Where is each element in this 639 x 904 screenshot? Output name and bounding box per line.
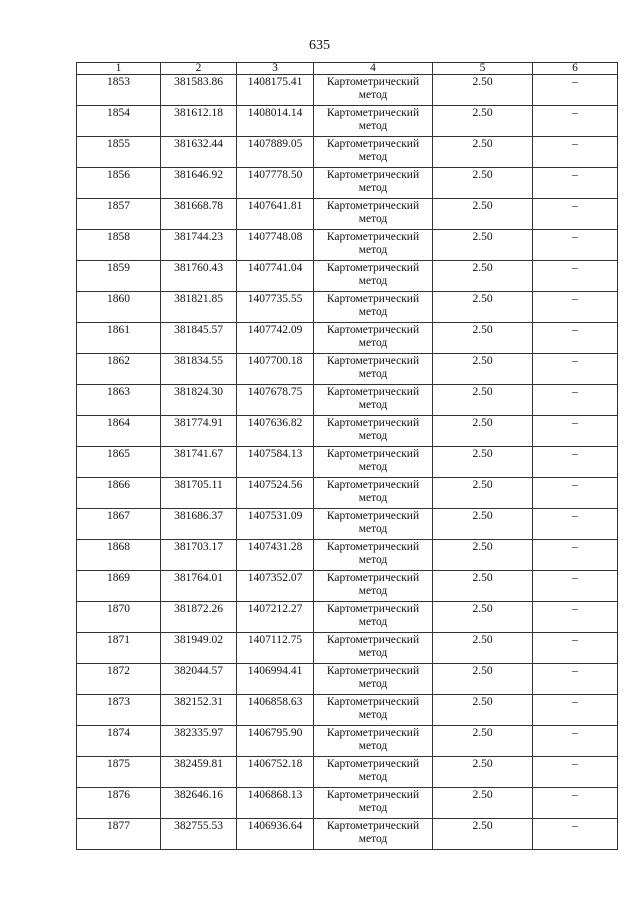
y-coordinate-cell: 1408014.14 [237,106,314,137]
point-number-cell: 1853 [77,75,161,106]
table-row [77,199,618,230]
method-cell [314,819,433,850]
method-cell [314,540,433,571]
method-line-1: Картометрический [326,76,420,88]
method-line-1: Картометрический [326,107,420,119]
point-number-cell: 1871 [77,633,161,664]
accuracy-cell: 2.50 [433,230,533,261]
point-number-cell: 1860 [77,292,161,323]
method-cell [314,323,433,354]
table-row [77,75,618,106]
point-number-cell: 1857 [77,199,161,230]
point-number-cell: 1873 [77,695,161,726]
note-cell: – [533,447,618,478]
method-cell [314,509,433,540]
column-header: 4 [314,63,433,75]
table-row [77,106,618,137]
x-coordinate-cell: 381741.67 [161,447,237,478]
y-coordinate-cell: 1407641.81 [237,199,314,230]
x-coordinate-cell: 382646.16 [161,788,237,819]
x-coordinate-cell: 382755.53 [161,819,237,850]
method-line-2: метод [358,461,388,473]
x-coordinate-cell: 381764.01 [161,571,237,602]
note-cell: – [533,664,618,695]
note-cell: – [533,199,618,230]
y-coordinate-cell: 1407778.50 [237,168,314,199]
method-line-1: Картометрический [326,200,420,212]
table-row [77,633,618,664]
table-row [77,137,618,168]
x-coordinate-cell: 382152.31 [161,695,237,726]
method-line-1: Картометрический [326,386,420,398]
point-number-cell: 1862 [77,354,161,385]
y-coordinate-cell: 1406936.64 [237,819,314,850]
point-number-cell: 1869 [77,571,161,602]
table-row [77,292,618,323]
x-coordinate-cell: 381612.18 [161,106,237,137]
method-line-1: Картометрический [326,231,420,243]
note-cell: – [533,602,618,633]
x-coordinate-cell: 381668.78 [161,199,237,230]
point-number-cell: 1874 [77,726,161,757]
y-coordinate-cell: 1407735.55 [237,292,314,323]
column-header: 1 [77,63,161,75]
method-cell [314,137,433,168]
method-cell [314,602,433,633]
method-line-2: метод [358,337,388,349]
accuracy-cell: 2.50 [433,757,533,788]
accuracy-cell: 2.50 [433,75,533,106]
x-coordinate-cell: 382335.97 [161,726,237,757]
point-number-cell: 1866 [77,478,161,509]
method-line-2: метод [358,430,388,442]
accuracy-cell: 2.50 [433,509,533,540]
column-header: 5 [433,63,533,75]
x-coordinate-cell: 381686.37 [161,509,237,540]
method-line-2: метод [358,585,388,597]
column-header: 6 [533,63,618,75]
method-cell [314,168,433,199]
method-line-1: Картометрический [326,448,420,460]
x-coordinate-cell: 382459.81 [161,757,237,788]
table-row [77,447,618,478]
y-coordinate-cell: 1407112.75 [237,633,314,664]
method-cell [314,726,433,757]
accuracy-cell: 2.50 [433,540,533,571]
y-coordinate-cell: 1406795.90 [237,726,314,757]
table-header-row [77,63,618,75]
point-number-cell: 1867 [77,509,161,540]
method-line-2: метод [358,275,388,287]
x-coordinate-cell: 381834.55 [161,354,237,385]
method-line-2: метод [358,306,388,318]
point-number-cell: 1855 [77,137,161,168]
table-row [77,695,618,726]
note-cell: – [533,106,618,137]
note-cell: – [533,571,618,602]
x-coordinate-cell: 381824.30 [161,385,237,416]
method-line-2: метод [358,89,388,101]
accuracy-cell: 2.50 [433,385,533,416]
note-cell: – [533,416,618,447]
point-number-cell: 1868 [77,540,161,571]
accuracy-cell: 2.50 [433,137,533,168]
table-body [77,63,618,850]
coordinates-table [76,62,618,850]
accuracy-cell: 2.50 [433,695,533,726]
method-line-1: Картометрический [326,696,420,708]
table-row [77,571,618,602]
note-cell: – [533,292,618,323]
method-line-2: метод [358,740,388,752]
method-line-1: Картометрический [326,634,420,646]
method-line-2: метод [358,523,388,535]
point-number-cell: 1875 [77,757,161,788]
accuracy-cell: 2.50 [433,199,533,230]
accuracy-cell: 2.50 [433,447,533,478]
accuracy-cell: 2.50 [433,106,533,137]
x-coordinate-cell: 381949.02 [161,633,237,664]
method-cell [314,757,433,788]
accuracy-cell: 2.50 [433,168,533,199]
accuracy-cell: 2.50 [433,354,533,385]
method-cell [314,385,433,416]
table-row [77,168,618,199]
table-row [77,354,618,385]
point-number-cell: 1877 [77,819,161,850]
method-cell [314,633,433,664]
method-cell [314,75,433,106]
method-cell [314,354,433,385]
accuracy-cell: 2.50 [433,323,533,354]
y-coordinate-cell: 1407531.09 [237,509,314,540]
method-line-2: метод [358,399,388,411]
note-cell: – [533,168,618,199]
x-coordinate-cell: 381583.86 [161,75,237,106]
note-cell: – [533,726,618,757]
table-row [77,261,618,292]
accuracy-cell: 2.50 [433,726,533,757]
table-row [77,602,618,633]
accuracy-cell: 2.50 [433,478,533,509]
column-header: 3 [237,63,314,75]
method-cell [314,478,433,509]
method-line-2: метод [358,213,388,225]
method-line-1: Картометрический [326,169,420,181]
method-line-1: Картометрический [326,262,420,274]
note-cell: – [533,819,618,850]
y-coordinate-cell: 1408175.41 [237,75,314,106]
table-row [77,788,618,819]
method-line-1: Картометрический [326,510,420,522]
y-coordinate-cell: 1406858.63 [237,695,314,726]
y-coordinate-cell: 1407212.27 [237,602,314,633]
y-coordinate-cell: 1407584.13 [237,447,314,478]
y-coordinate-cell: 1407352.07 [237,571,314,602]
y-coordinate-cell: 1407741.04 [237,261,314,292]
point-number-cell: 1858 [77,230,161,261]
point-number-cell: 1870 [77,602,161,633]
column-header: 2 [161,63,237,75]
y-coordinate-cell: 1406868.13 [237,788,314,819]
note-cell: – [533,540,618,571]
y-coordinate-cell: 1406752.18 [237,757,314,788]
y-coordinate-cell: 1407742.09 [237,323,314,354]
method-line-2: метод [358,368,388,380]
x-coordinate-cell: 381632.44 [161,137,237,168]
method-line-1: Картометрический [326,758,420,770]
method-cell [314,292,433,323]
note-cell: – [533,633,618,664]
method-line-1: Картометрический [326,789,420,801]
method-cell [314,106,433,137]
method-line-1: Картометрический [326,479,420,491]
method-line-1: Картометрический [326,727,420,739]
method-line-2: метод [358,492,388,504]
point-number-cell: 1872 [77,664,161,695]
method-line-1: Картометрический [326,820,420,832]
note-cell: – [533,509,618,540]
method-cell [314,571,433,602]
y-coordinate-cell: 1407678.75 [237,385,314,416]
point-number-cell: 1864 [77,416,161,447]
accuracy-cell: 2.50 [433,416,533,447]
table-row [77,819,618,850]
y-coordinate-cell: 1407748.08 [237,230,314,261]
accuracy-cell: 2.50 [433,664,533,695]
note-cell: – [533,788,618,819]
x-coordinate-cell: 381774.91 [161,416,237,447]
y-coordinate-cell: 1407700.18 [237,354,314,385]
method-line-2: метод [358,833,388,845]
accuracy-cell: 2.50 [433,633,533,664]
method-cell [314,447,433,478]
method-cell [314,416,433,447]
table-row [77,230,618,261]
table-row [77,385,618,416]
accuracy-cell: 2.50 [433,819,533,850]
table-row [77,509,618,540]
x-coordinate-cell: 381821.85 [161,292,237,323]
method-line-1: Картометрический [326,355,420,367]
accuracy-cell: 2.50 [433,788,533,819]
method-cell [314,664,433,695]
x-coordinate-cell: 381646.92 [161,168,237,199]
point-number-cell: 1863 [77,385,161,416]
table-row [77,323,618,354]
point-number-cell: 1861 [77,323,161,354]
table-row [77,726,618,757]
point-number-cell: 1854 [77,106,161,137]
x-coordinate-cell: 381705.11 [161,478,237,509]
x-coordinate-cell: 381845.57 [161,323,237,354]
x-coordinate-cell: 381872.26 [161,602,237,633]
method-line-1: Картометрический [326,324,420,336]
accuracy-cell: 2.50 [433,292,533,323]
y-coordinate-cell: 1407524.56 [237,478,314,509]
method-line-2: метод [358,244,388,256]
method-line-2: метод [358,120,388,132]
table-row [77,757,618,788]
method-line-1: Картометрический [326,665,420,677]
note-cell: – [533,695,618,726]
method-cell [314,695,433,726]
method-cell [314,788,433,819]
method-line-2: метод [358,182,388,194]
note-cell: – [533,478,618,509]
method-line-1: Картометрический [326,541,420,553]
point-number-cell: 1856 [77,168,161,199]
table-row [77,540,618,571]
method-line-1: Картометрический [326,138,420,150]
x-coordinate-cell: 381703.17 [161,540,237,571]
point-number-cell: 1876 [77,788,161,819]
accuracy-cell: 2.50 [433,261,533,292]
note-cell: – [533,230,618,261]
y-coordinate-cell: 1407889.05 [237,137,314,168]
method-cell [314,230,433,261]
note-cell: – [533,75,618,106]
y-coordinate-cell: 1407636.82 [237,416,314,447]
method-line-2: метод [358,151,388,163]
note-cell: – [533,757,618,788]
note-cell: – [533,137,618,168]
method-line-2: метод [358,771,388,783]
x-coordinate-cell: 381760.43 [161,261,237,292]
method-line-2: метод [358,616,388,628]
method-line-2: метод [358,678,388,690]
table-row [77,664,618,695]
method-cell [314,199,433,230]
y-coordinate-cell: 1407431.28 [237,540,314,571]
table-row [77,416,618,447]
method-line-2: метод [358,647,388,659]
method-cell [314,261,433,292]
note-cell: – [533,385,618,416]
method-line-2: метод [358,709,388,721]
page-number: 635 [309,38,330,53]
method-line-1: Картометрический [326,572,420,584]
note-cell: – [533,323,618,354]
accuracy-cell: 2.50 [433,602,533,633]
x-coordinate-cell: 381744.23 [161,230,237,261]
table-row [77,478,618,509]
method-line-2: метод [358,554,388,566]
y-coordinate-cell: 1406994.41 [237,664,314,695]
point-number-cell: 1859 [77,261,161,292]
method-line-2: метод [358,802,388,814]
method-line-1: Картометрический [326,417,420,429]
note-cell: – [533,354,618,385]
point-number-cell: 1865 [77,447,161,478]
method-line-1: Картометрический [326,603,420,615]
note-cell: – [533,261,618,292]
accuracy-cell: 2.50 [433,571,533,602]
method-line-1: Картометрический [326,293,420,305]
x-coordinate-cell: 382044.57 [161,664,237,695]
